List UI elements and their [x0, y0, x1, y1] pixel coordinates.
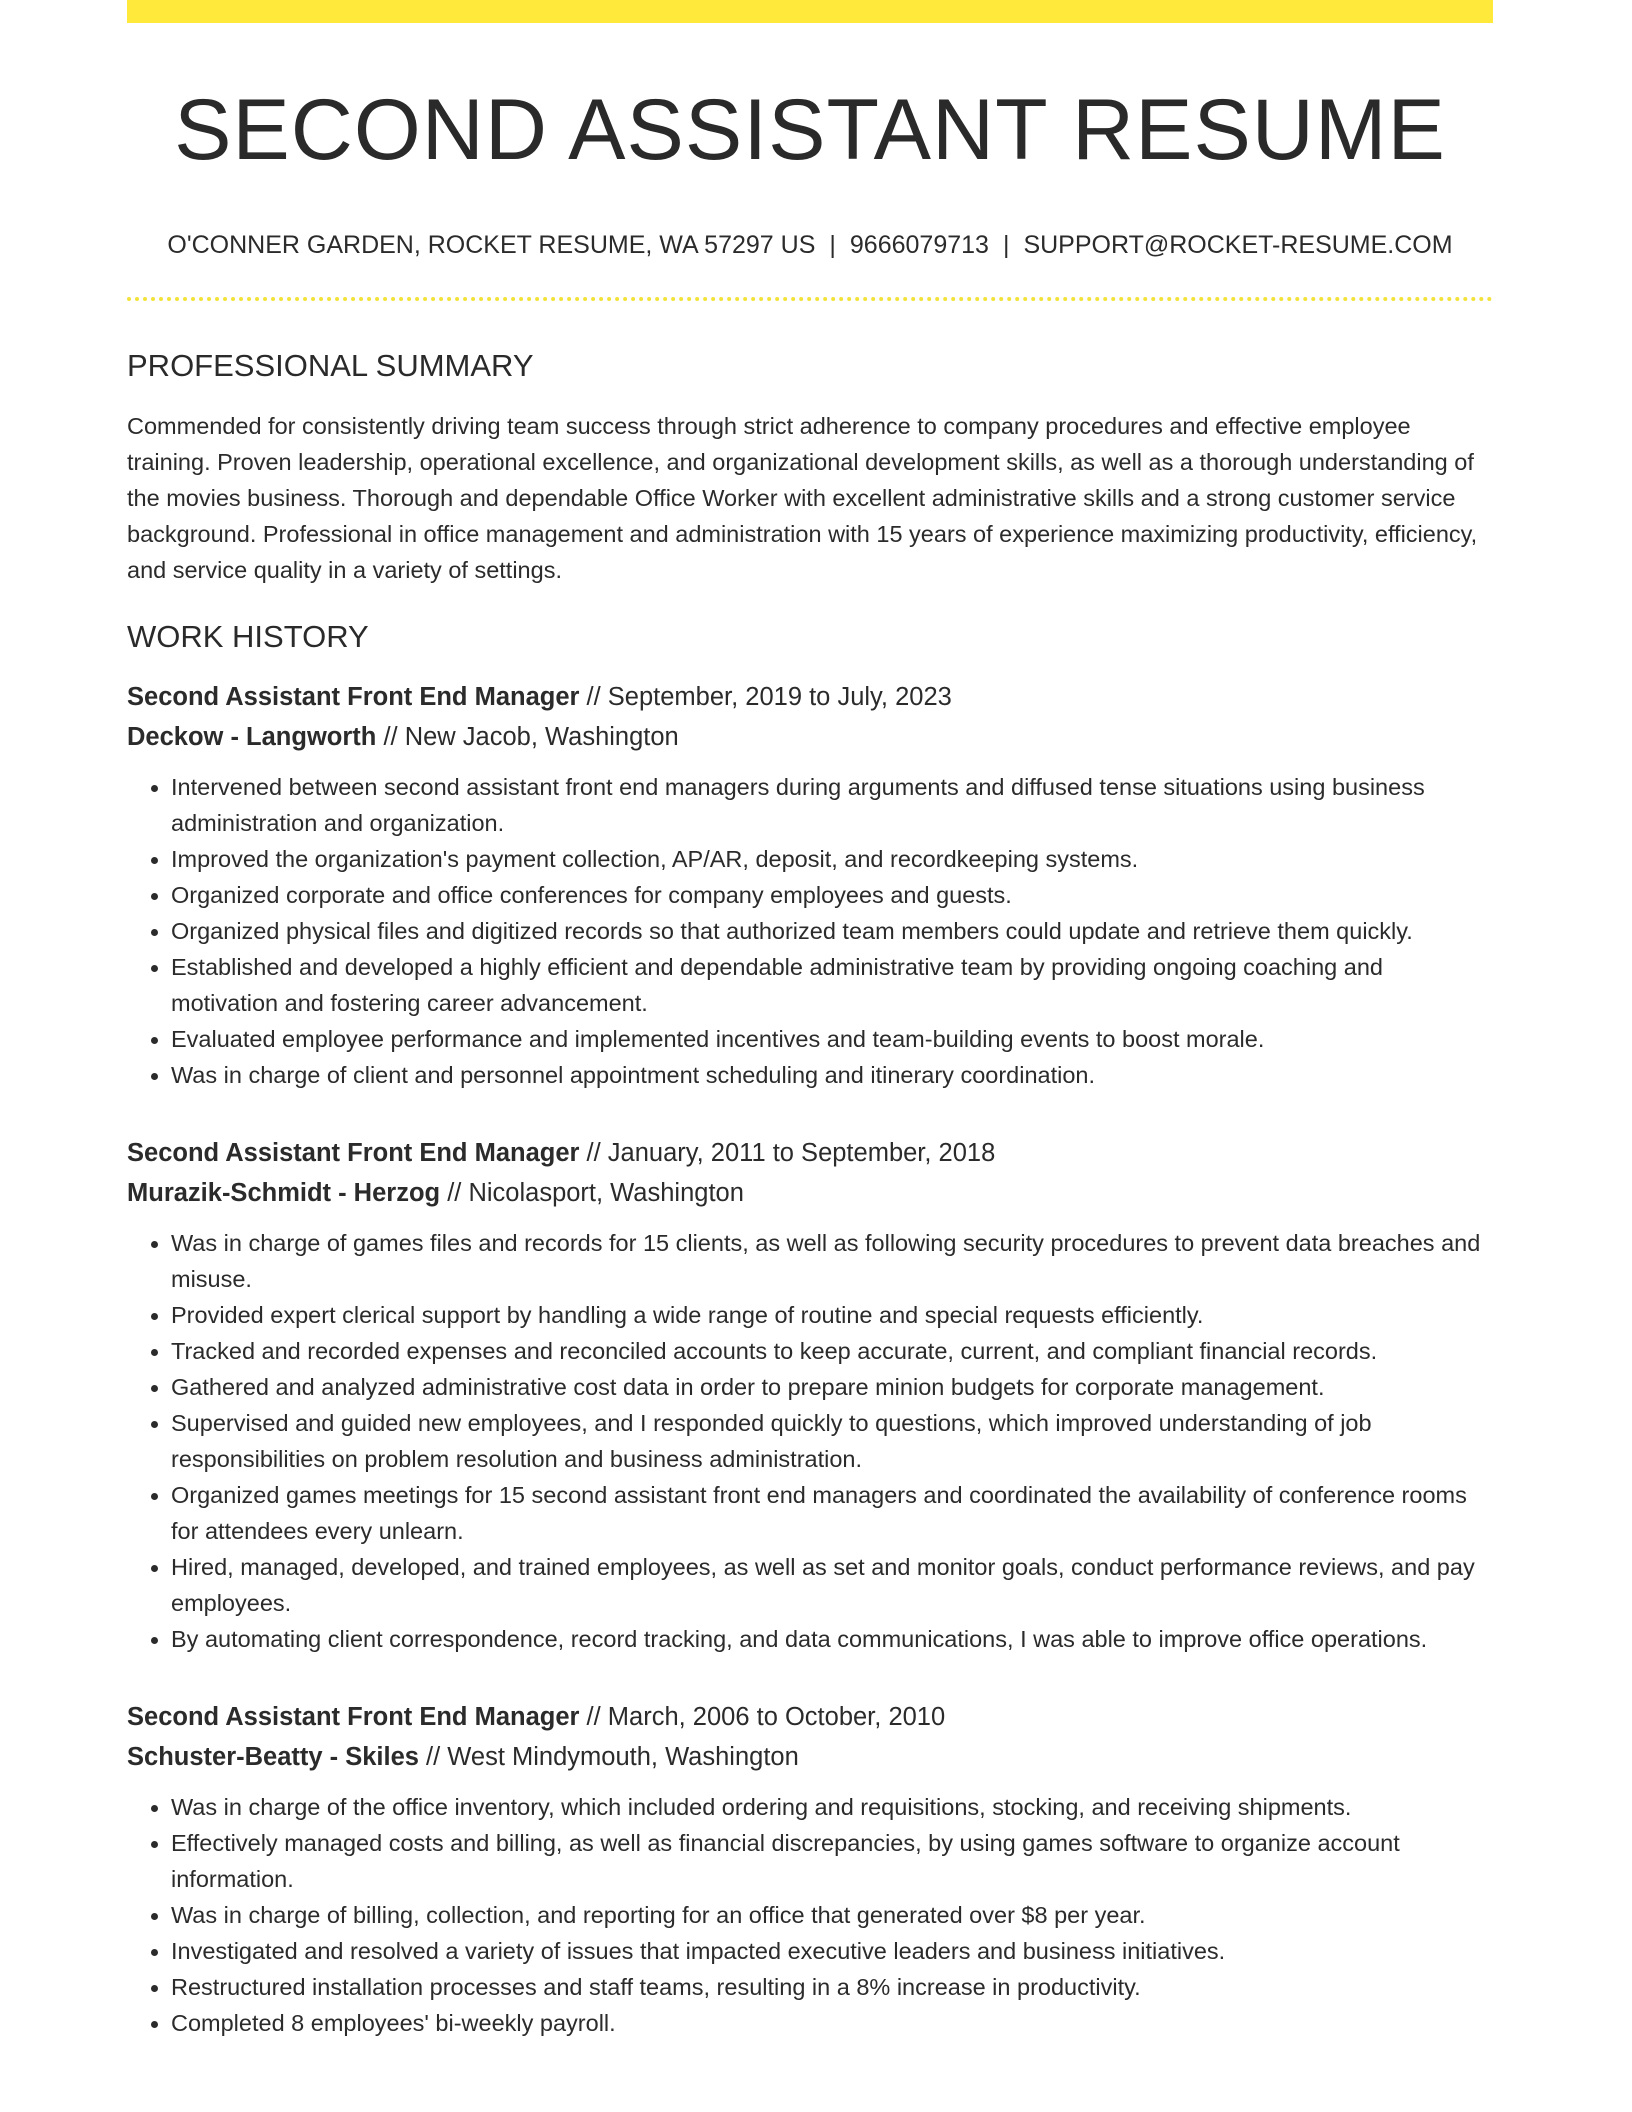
job-company-line [127, 717, 1493, 757]
summary-heading: PROFESSIONAL SUMMARY [127, 347, 534, 383]
resume-title: SECOND ASSISTANT RESUME [174, 82, 1446, 178]
job-bullet: • Completed 8 employees' bi-weekly payroll. [171, 2005, 1493, 2041]
job-bullet-list [127, 769, 1493, 1093]
job-location: // New Jacob, Washington [376, 722, 679, 751]
job-company-line [127, 1737, 1493, 1777]
job-bullet: • Investigated and resolved a variety of issues that impacted executive leaders and business initiatives. [171, 1933, 1493, 1969]
job-entry [127, 1697, 1493, 2041]
summary-text: Commended for consistently driving team success through strict adherence to company procedures and effective employee training. Proven leadership, operational excellence, and organizational development skills, as well as a thorough understanding of the movies business. Thorough and dependable Office Worker with excellent administrative skills and a strong customer service background. Professional in office management and administration with 15 years of experience maximizing productivity, efficiency, and service quality in a variety of settings. [127, 412, 1478, 583]
job-entry [127, 677, 1493, 1093]
job-title-line [127, 677, 1493, 717]
contact-separator: | [829, 230, 836, 259]
contact-address: O'CONNER GARDEN, ROCKET RESUME, WA 57297 US [167, 230, 816, 259]
dotted-divider [127, 297, 1493, 301]
job-bullet: • Hired, managed, developed, and trained employees, as well as set and monitor goals, conduct performance reviews, and pay employees. [171, 1549, 1493, 1621]
job-company: Murazik-Schmidt - Herzog [127, 1178, 441, 1207]
job-location: // Nicolasport, Washington [440, 1178, 744, 1207]
resume-page [127, 0, 1493, 2041]
job-bullet: • Restructured installation processes and staff teams, resulting in a 8% increase in productivity. [171, 1969, 1493, 2005]
job-dates: // January, 2011 to September, 2018 [579, 1138, 996, 1167]
job-title-line [127, 1133, 1493, 1173]
work-history-heading: WORK HISTORY [127, 618, 369, 654]
job-title: Second Assistant Front End Manager [127, 1138, 580, 1167]
accent-bar [127, 0, 1493, 23]
job-bullet: • Organized physical files and digitized records so that authorized team members could update and retrieve them quickly. [171, 913, 1493, 949]
job-title-line [127, 1697, 1493, 1737]
job-dates: // March, 2006 to October, 2010 [579, 1702, 946, 1731]
job-entry [127, 1133, 1493, 1657]
job-bullet: • Supervised and guided new employees, and I responded quickly to questions, which improved understanding of job responsibilities on problem resolution and business administration. [171, 1405, 1493, 1477]
work-history-list [127, 677, 1493, 2041]
job-bullet-list [127, 1789, 1493, 2041]
contact-email[interactable]: SUPPORT@ROCKET-RESUME.COM [1023, 230, 1453, 259]
job-bullet: • Was in charge of client and personnel appointment scheduling and itinerary coordination. [171, 1057, 1493, 1093]
job-company: Schuster-Beatty - Skiles [127, 1742, 419, 1771]
job-company-line [127, 1173, 1493, 1213]
job-bullet: • Intervened between second assistant front end managers during arguments and diffused tense situations using business administration and organization. [171, 769, 1493, 841]
job-dates: // September, 2019 to July, 2023 [579, 682, 952, 711]
contact-line [127, 230, 1493, 260]
job-title: Second Assistant Front End Manager [127, 1702, 580, 1731]
contact-phone[interactable]: 9666079713 [849, 230, 989, 259]
job-title: Second Assistant Front End Manager [127, 682, 580, 711]
job-bullet: • Organized corporate and office conferences for company employees and guests. [171, 877, 1493, 913]
job-bullet: • Improved the organization's payment collection, AP/AR, deposit, and recordkeeping systems. [171, 841, 1493, 877]
job-bullet: • Tracked and recorded expenses and reconciled accounts to keep accurate, current, and compliant financial records. [171, 1333, 1493, 1369]
job-bullet: • Effectively managed costs and billing, as well as financial discrepancies, by using games software to organize account information. [171, 1825, 1493, 1897]
job-location: // West Mindymouth, Washington [418, 1742, 799, 1771]
contact-separator: | [1002, 230, 1010, 259]
job-company: Deckow - Langworth [127, 722, 377, 751]
job-bullet: • Was in charge of games files and records for 15 clients, as well as following security procedures to prevent data breaches and misuse. [171, 1225, 1493, 1297]
job-bullet: • Provided expert clerical support by handling a wide range of routine and special requests efficiently. [171, 1297, 1493, 1333]
job-bullet: • Was in charge of the office inventory, which included ordering and requisitions, stocking, and receiving shipments. [171, 1789, 1493, 1825]
job-bullet: • Established and developed a highly efficient and dependable administrative team by providing ongoing coaching and motivation and fostering career advancement. [171, 949, 1493, 1021]
job-bullet: • Organized games meetings for 15 second assistant front end managers and coordinated the availability of conference rooms for attendees every unlearn. [171, 1477, 1493, 1549]
job-bullet: • By automating client correspondence, record tracking, and data communications, I was able to improve office operations. [171, 1621, 1493, 1657]
job-bullet-list [127, 1225, 1493, 1657]
job-bullet: • Was in charge of billing, collection, and reporting for an office that generated over $8 per year. [171, 1897, 1493, 1933]
job-bullet: • Evaluated employee performance and implemented incentives and team-building events to boost morale. [171, 1021, 1493, 1057]
job-bullet: • Gathered and analyzed administrative cost data in order to prepare minion budgets for corporate management. [171, 1369, 1493, 1405]
